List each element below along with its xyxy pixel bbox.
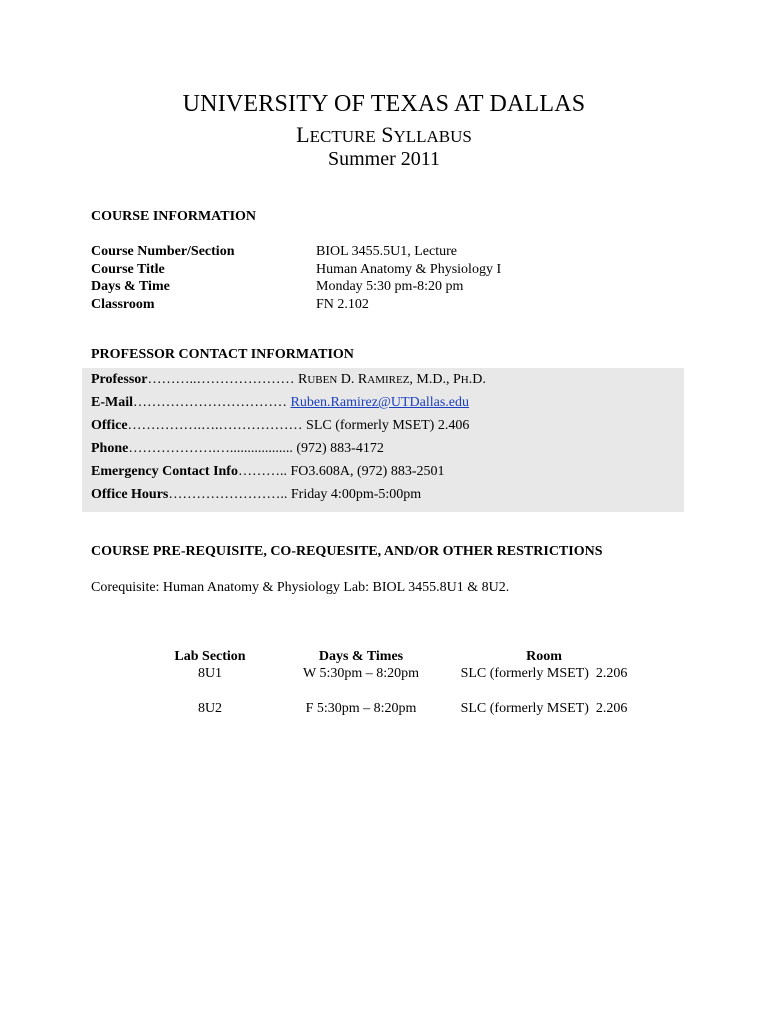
- classroom-value: FN 2.102: [316, 297, 369, 312]
- lab-table-cell: F 5:30pm – 8:20pm: [305, 701, 417, 716]
- syllabus-title: [0, 122, 768, 148]
- corequisite-text: Corequisite: Human Anatomy & Physiology Lab: BIOL 3455.8U1 & 8U2.: [91, 580, 510, 595]
- professor-row: [91, 371, 486, 389]
- lab-table-header-times: Days & Times: [318, 649, 404, 664]
- professor-name: [298, 372, 486, 387]
- emergency-row: [91, 463, 444, 480]
- syllabus-title-part: YLLABUS: [393, 127, 472, 146]
- office-label: Office: [91, 418, 128, 433]
- days-time-value: Monday 5:30 pm-8:20 pm: [316, 279, 464, 294]
- lab-table-cell: 8U1: [197, 666, 223, 681]
- lab-table-cell: SLC (formerly MSET) 2.206: [460, 701, 628, 716]
- course-title-label: Course Title: [91, 262, 165, 277]
- course-title-value: Human Anatomy & Physiology I: [316, 262, 502, 277]
- days-time-label: Days & Time: [91, 279, 170, 294]
- emergency-dots: ………..: [237, 464, 287, 479]
- professor-dots: ………..…………………: [147, 372, 295, 387]
- lab-table-cell: SLC (formerly MSET) 2.206: [460, 666, 628, 681]
- professor-name-part: H: [460, 374, 469, 386]
- email-row: [91, 394, 469, 411]
- office-dots: …………….….………………: [127, 418, 303, 433]
- term-title: Summer 2011: [327, 148, 441, 170]
- professor-name-part: R: [298, 372, 308, 387]
- email-dots: ……………………………: [133, 395, 287, 410]
- email-label: E-Mail: [91, 395, 133, 410]
- professor-name-part: UBEN: [307, 374, 338, 386]
- syllabus-title-part: ECTURE: [309, 127, 376, 146]
- course-number-label: Course Number/Section: [91, 244, 235, 259]
- prereq-heading: COURSE PRE-REQUISITE, CO-REQUESITE, AND/OR OTHER RESTRICTIONS: [91, 544, 603, 559]
- office-hours-dots: ……………………..: [168, 487, 288, 502]
- syllabus-title-part: L: [296, 122, 310, 147]
- course-info-heading: COURSE INFORMATION: [91, 209, 257, 224]
- professor-name-part: , M.D., P: [409, 372, 461, 387]
- syllabus-title-part: S: [381, 122, 394, 147]
- professor-name-part: AMIREZ: [367, 374, 410, 386]
- office-hours-value: Friday 4:00pm-5:00pm: [290, 487, 422, 502]
- lab-table-header-section: Lab Section: [174, 649, 246, 664]
- contact-heading: PROFESSOR CONTACT INFORMATION: [91, 347, 354, 362]
- professor-label: Professor: [91, 372, 148, 387]
- classroom-label: Classroom: [91, 297, 155, 312]
- office-value: SLC (formerly MSET) 2.406: [306, 418, 470, 433]
- course-number-value: BIOL 3455.5U1, Lecture: [316, 244, 457, 259]
- lab-table-cell: 8U2: [197, 701, 223, 716]
- email-link[interactable]: Ruben.Ramirez@UTDallas.edu: [290, 395, 470, 410]
- lab-table-cell: W 5:30pm – 8:20pm: [302, 666, 420, 681]
- emergency-label: Emergency Contact Info: [91, 464, 238, 479]
- emergency-value: FO3.608A, (972) 883-2501: [290, 464, 445, 479]
- office-hours-label: Office Hours: [91, 487, 169, 502]
- phone-label: Phone: [91, 441, 129, 456]
- phone-value: (972) 883-4172: [296, 441, 384, 456]
- phone-dots: ……………….…..................: [128, 441, 293, 456]
- office-row: [91, 417, 469, 434]
- professor-name-part: D. R: [337, 372, 368, 387]
- office-hours-row: [91, 486, 421, 503]
- lab-table-header-room: Room: [526, 649, 562, 664]
- professor-name-part: .D.: [468, 372, 486, 387]
- university-title: UNIVERSITY OF TEXAS AT DALLAS: [182, 91, 586, 117]
- phone-row: [91, 440, 384, 457]
